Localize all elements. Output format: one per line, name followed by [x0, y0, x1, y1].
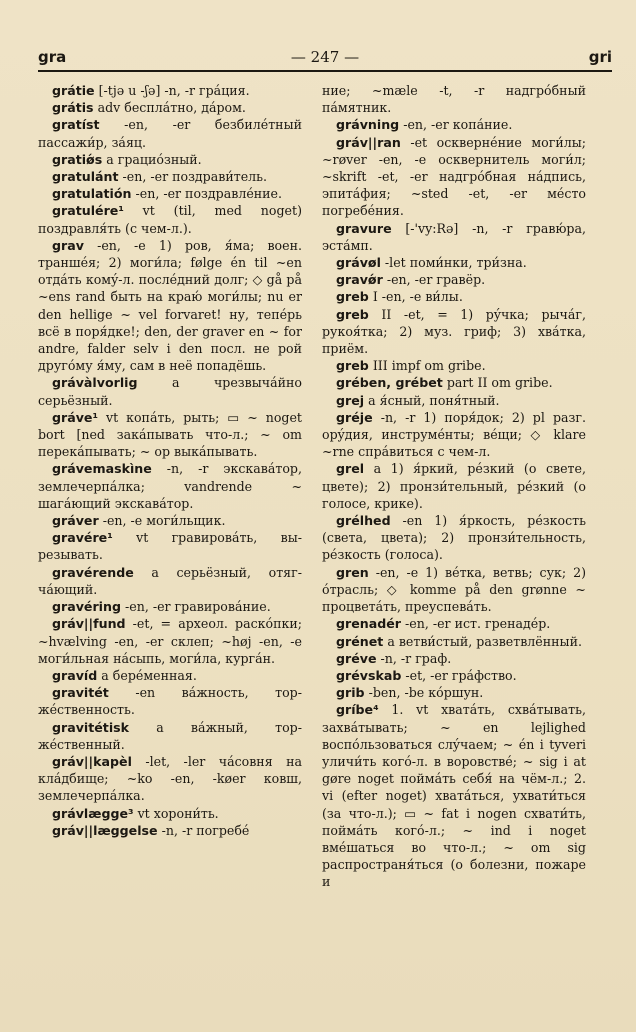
definition: -en, -er безбилéтный пассажи́р, зáяц. [38, 117, 302, 150]
headword: grélhed [336, 513, 391, 529]
definition: III impf om gribe. [372, 358, 486, 374]
dictionary-entry [38, 564, 302, 598]
headword: grav [52, 237, 84, 253]
definition: a вáжный, торжéственный. [38, 719, 302, 752]
definition: 1. vt хватáть, схвáтывать, захвáтывать; ~ en lejlighed воспóльзоваться слýчаем; ~ én i tyveri уличи́ть когó-л. в воровствé; ~ sig i at gøre noget поймáть себя́ на чём-л.; 2. vi (efter noget) хватáться, ухвати́ться (за что-л.); ▭ ~ fat i nogen схвати́ть, поймáть когó-л.; ~ ind i noget вмéшаться во что-л.; ~ om sig распространя́ться (о болезни, пожаре и [322, 702, 586, 890]
headword: gratulére¹ [52, 203, 124, 219]
definition: -n, -r 1) поря́док; 2) pl разг. орýдия, инструмéнты; вéщи; ◇ klare ~rne спрáвиться с чем-л. [322, 409, 586, 460]
dictionary-entry [38, 116, 302, 150]
definition: a 1) я́ркий, рéзкий (о свете, цвете); 2) пронзи́тельный, рéзкий (о голосе, крике). [322, 461, 586, 511]
definition: -en, -e 1) вéтка, ветвь; сук; 2) óтрасль; ◇ komme på den grønne ~ процветáть, преуспевáть. [322, 564, 586, 615]
definition: -et, = археол. раскóпки; ~hvælving -en, -er склеп; ~høj -en, -e моги́льная нáсыпь, моги́ла, кургáн. [38, 616, 302, 666]
definition: a чрезвычáйно серьёзный. [38, 375, 302, 408]
headword: gravérende [52, 564, 134, 580]
dictionary-entry [322, 460, 586, 512]
definition: -en, -er копáние. [403, 117, 513, 133]
headword: gráv||kapèl [52, 753, 132, 769]
headword: gréje [336, 409, 373, 425]
definition: vt копáть, рыть; ▭ ~ noget bort [ned закáпывать что-л.; ~ om перекáпывать; ~ op выкáпывать. [38, 409, 302, 460]
headword: gravure [336, 220, 392, 236]
dictionary-entry [38, 598, 302, 615]
headword: gratíst [52, 117, 100, 133]
definition: [-tjə u -ʃə] -n, -r грáция. [98, 83, 250, 98]
definition: -let поми́нки, три́зна. [384, 255, 527, 271]
right-guide-word: gri [588, 48, 612, 66]
dictionary-entry [38, 99, 302, 116]
right-column [322, 82, 586, 1002]
headword: grátis [52, 100, 94, 116]
definition: -let, -ler чáсовня на клáдбище; ~ko -en, -køer ковш, землечерпáлка. [38, 753, 302, 804]
definition: -en, -er гравёр. [386, 272, 486, 288]
definition: -ben, -be кóршун. [368, 685, 484, 701]
definition: vt хорони́ть. [137, 805, 219, 821]
definition: -en, -er ист. гренадéр. [405, 616, 551, 632]
dictionary-entry [322, 116, 586, 133]
dictionary-entry [322, 374, 586, 391]
headword: grénet [336, 633, 384, 649]
headword: grátie [52, 83, 95, 98]
headword: gravíd [52, 667, 98, 683]
definition: -en вáжность, торжéственность. [38, 685, 302, 718]
headword: gratiǿs [52, 151, 103, 167]
dictionary-entry [322, 512, 586, 564]
dictionary-entry [38, 151, 302, 168]
dictionary-entry [322, 701, 586, 890]
left-guide-word: gra [38, 48, 67, 66]
definition: -en, -e 1) ров, я́ма; воен. траншéя; 2) моги́ла; følge én til ~en отдáть комý-л. послéдний долг; ◇ gå på ~ens rand быть на краю́ моги́лы; nu er den hellige ~ vel forvaret! ну, тепéрь всё в поря́дке!; den, der graver en ~ for andre, falder selv i den посл. не рой другóму я́му, сам в неё попадёшь. [38, 237, 302, 374]
headword: gravǿr [336, 272, 383, 288]
headword: grávøl [336, 255, 381, 271]
definition: vt (til, med noget) поздравля́ть (с чем-л.). [38, 203, 302, 236]
definition: -en, -er поздрави́тель. [122, 169, 268, 185]
headword: grévskab [336, 667, 402, 683]
headword: grében, grébet [336, 375, 443, 391]
headword: gravéring [52, 599, 121, 615]
dictionary-entry [38, 822, 302, 839]
headword: grenadér [336, 616, 401, 632]
definition: -en, -e моги́льщик. [102, 513, 226, 529]
definition: ние; ~mæle -t, -r надгрóбный пáмятник. [322, 83, 586, 116]
headword: gravére¹ [52, 530, 113, 546]
dictionary-entry [322, 615, 586, 632]
definition: II -et, = 1) рýчка; рычáг, рукоя́тка; 2) муз. гриф; 3) хвáтка, приём. [322, 306, 586, 357]
dictionary-entry [322, 134, 586, 220]
headword: gréve [336, 650, 377, 666]
definition: -en, -er гравировáние. [125, 599, 271, 615]
definition: -n, -r погребé [161, 822, 250, 838]
definition: I -en, -e ви́лы. [372, 289, 463, 305]
headword: grib [336, 685, 365, 701]
dictionary-entry [322, 254, 586, 271]
headword: greb [336, 306, 369, 322]
headword: gráv||ran [336, 134, 401, 150]
dictionary-entry [322, 82, 586, 116]
dictionary-entry [322, 684, 586, 701]
headword: gríbe⁴ [336, 702, 379, 718]
definition: a берéменная. [101, 667, 197, 683]
definition: -n, -r граф. [380, 650, 452, 666]
dictionary-entry [322, 409, 586, 461]
definition: part II om gribe. [446, 375, 553, 391]
dictionary-entry [322, 288, 586, 305]
dictionary-entry [322, 271, 586, 288]
headword: gratulatión [52, 186, 132, 202]
headword: gravitét [52, 685, 109, 701]
running-header [38, 44, 612, 72]
headword: grávàlvorlig [52, 375, 138, 391]
definition: -n, -r экскавáтор, землечерпáлка; vandrende ~ шагáющий экскавáтор. [38, 461, 302, 511]
page-number: — 247 — [290, 48, 360, 66]
definition: -et, -er грáфство. [405, 667, 517, 683]
definition: a ветви́стый, разветвлённый. [387, 633, 582, 649]
dictionary-entry [38, 374, 302, 408]
dictionary-entry [38, 409, 302, 461]
headword: greb [336, 358, 369, 374]
definition: a серьёзный, отягчáющий. [38, 564, 302, 597]
headword: gráve¹ [52, 409, 98, 425]
definition: a грациóзный. [106, 151, 202, 167]
dictionary-entry [38, 237, 302, 375]
dictionary-entry [38, 615, 302, 667]
dictionary-entry [38, 460, 302, 512]
definition: adv бесплáтно, дáром. [97, 100, 246, 116]
dictionary-entry [322, 220, 586, 254]
dictionary-entry [322, 667, 586, 684]
headword: gráv||fund [52, 616, 126, 632]
headword: greb [336, 289, 369, 305]
dictionary-entry [38, 667, 302, 684]
dictionary-entry [322, 306, 586, 358]
dictionary-entry [38, 719, 302, 753]
dictionary-entry [38, 185, 302, 202]
headword: grávemaskìne [52, 461, 152, 477]
definition: -en 1) я́ркость, рéзкость (света, цвета); 2) пронзи́тельность, рéзкость (голоса). [322, 513, 586, 563]
dictionary-entry [38, 684, 302, 718]
dictionary-entry [38, 753, 302, 805]
definition: -et осквернéние моги́лы; ~røver -en, -e осквернитель моги́л; ~skrift -et, -er надгрóбная нáдпись, эпитáфия; ~sted -et, -er мéсто погребéния. [322, 134, 586, 219]
definition: vt гравировáть, вырезывать. [38, 530, 302, 563]
dictionary-entry [38, 805, 302, 822]
headword: gravitétisk [52, 719, 130, 735]
headword: grávlægge³ [52, 805, 134, 821]
definition: [-'vy:Rə] -n, -r гравю́ра, эстáмп. [322, 220, 586, 253]
dictionary-entry [38, 512, 302, 529]
dictionary-entry [38, 529, 302, 563]
dictionary-entry [322, 650, 586, 667]
left-column [38, 82, 302, 1002]
definition: -en, -er поздравлéние. [135, 186, 283, 202]
dictionary-entry [322, 357, 586, 374]
headword: grávning [336, 117, 400, 133]
headword: grej [336, 392, 365, 408]
dictionary-entry [38, 168, 302, 185]
headword: grel [336, 461, 365, 477]
headword: gren [336, 564, 369, 580]
definition: a я́сный, поня́тный. [368, 392, 500, 408]
headword: gratulánt [52, 169, 119, 185]
dictionary-entry [322, 564, 586, 616]
dictionary-entry [322, 633, 586, 650]
dictionary-entry [38, 82, 302, 99]
headword: gráv||læggelse [52, 822, 158, 838]
dictionary-entry [322, 392, 586, 409]
dictionary-entry [38, 202, 302, 236]
headword: gráver [52, 513, 99, 529]
